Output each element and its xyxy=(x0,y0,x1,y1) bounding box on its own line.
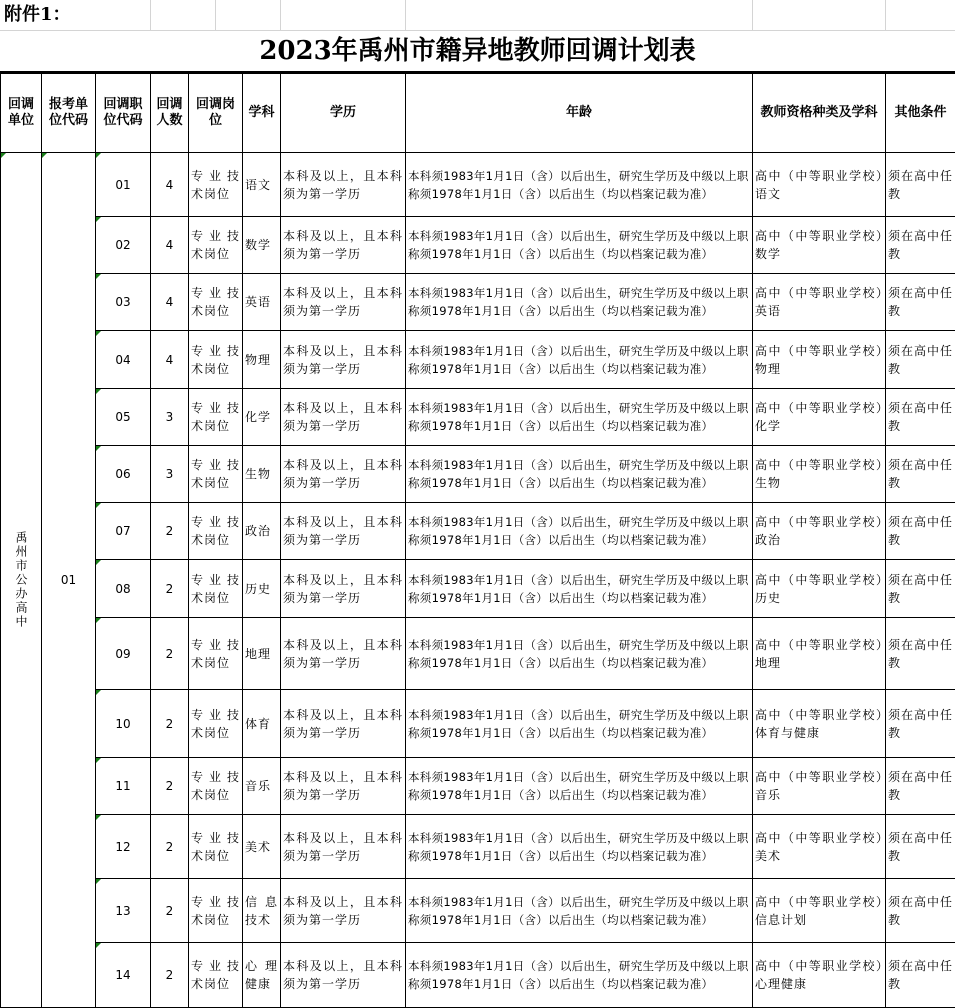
other-cell: 须在高中任教 xyxy=(886,446,955,503)
header-other: 其他条件 xyxy=(886,74,955,153)
post-cell: 专业技术岗位 xyxy=(189,217,243,274)
header-subject: 学科 xyxy=(243,74,281,153)
post-cell: 专业技术岗位 xyxy=(189,446,243,503)
qualification-cell: 高中（中等职业学校）语文 xyxy=(753,153,886,217)
education-cell: 本科及以上，且本科须为第一学历 xyxy=(281,560,406,618)
post-cell: 专业技术岗位 xyxy=(189,815,243,879)
cell-marker-icon xyxy=(96,217,101,222)
table-row xyxy=(1,153,955,217)
age-cell: 本科须1983年1月1日（含）以后出生，研究生学历及中级以上职称须1978年1月1日（含）以后出生（均以档案记载为准） xyxy=(406,879,753,943)
subject-cell: 信息技术 xyxy=(243,879,281,943)
table-row xyxy=(1,618,955,690)
cell-marker-icon xyxy=(96,879,101,884)
position-code-cell: 12 xyxy=(96,815,151,879)
table-row xyxy=(1,690,955,758)
qualification-cell: 高中（中等职业学校）信息计划 xyxy=(753,879,886,943)
education-cell: 本科及以上，且本科须为第一学历 xyxy=(281,331,406,389)
post-cell: 专业技术岗位 xyxy=(189,690,243,758)
header-post: 回调岗位 xyxy=(189,74,243,153)
unit-code-cell: 01 xyxy=(42,153,96,1008)
subject-cell: 美术 xyxy=(243,815,281,879)
header-unit: 回调单位 xyxy=(1,74,42,153)
post-cell: 专业技术岗位 xyxy=(189,758,243,815)
header-row xyxy=(1,74,955,153)
qualification-cell: 高中（中等职业学校）政治 xyxy=(753,503,886,560)
age-cell: 本科须1983年1月1日（含）以后出生，研究生学历及中级以上职称须1978年1月1日（含）以后出生（均以档案记载为准） xyxy=(406,331,753,389)
unit-name-cell: 禹州市公办高中 xyxy=(1,153,42,1008)
cell-marker-icon xyxy=(96,815,101,820)
position-code-cell: 08 xyxy=(96,560,151,618)
post-cell: 专业技术岗位 xyxy=(189,618,243,690)
qualification-cell: 高中（中等职业学校）生物 xyxy=(753,446,886,503)
table-row xyxy=(1,560,955,618)
other-cell: 须在高中任教 xyxy=(886,560,955,618)
cell-marker-icon xyxy=(96,331,101,336)
post-cell: 专业技术岗位 xyxy=(189,389,243,446)
education-cell: 本科及以上，且本科须为第一学历 xyxy=(281,690,406,758)
header-qualification: 教师资格种类及学科 xyxy=(753,74,886,153)
position-code-cell: 03 xyxy=(96,274,151,331)
education-cell: 本科及以上，且本科须为第一学历 xyxy=(281,153,406,217)
table-row xyxy=(1,943,955,1008)
age-cell: 本科须1983年1月1日（含）以后出生，研究生学历及中级以上职称须1978年1月1日（含）以后出生（均以档案记载为准） xyxy=(406,560,753,618)
count-cell: 2 xyxy=(151,879,189,943)
count-cell: 2 xyxy=(151,503,189,560)
subject-cell: 英语 xyxy=(243,274,281,331)
qualification-cell: 高中（中等职业学校）物理 xyxy=(753,331,886,389)
other-cell: 须在高中任教 xyxy=(886,389,955,446)
subject-cell: 政治 xyxy=(243,503,281,560)
other-cell: 须在高中任教 xyxy=(886,274,955,331)
table-row xyxy=(1,274,955,331)
position-code-cell: 13 xyxy=(96,879,151,943)
qualification-cell: 高中（中等职业学校）音乐 xyxy=(753,758,886,815)
education-cell: 本科及以上，且本科须为第一学历 xyxy=(281,758,406,815)
education-cell: 本科及以上，且本科须为第一学历 xyxy=(281,618,406,690)
position-code-cell: 04 xyxy=(96,331,151,389)
cell-marker-icon xyxy=(96,274,101,279)
education-cell: 本科及以上，且本科须为第一学历 xyxy=(281,943,406,1008)
subject-cell: 化学 xyxy=(243,389,281,446)
cell-marker-icon xyxy=(96,560,101,565)
position-code-cell: 06 xyxy=(96,446,151,503)
subject-cell: 生物 xyxy=(243,446,281,503)
subject-cell: 心理健康 xyxy=(243,943,281,1008)
cell-marker-icon xyxy=(42,153,47,158)
plan-table xyxy=(0,73,955,1008)
position-code-cell: 11 xyxy=(96,758,151,815)
position-code-cell: 10 xyxy=(96,690,151,758)
table-row xyxy=(1,758,955,815)
other-cell: 须在高中任教 xyxy=(886,153,955,217)
position-code-cell: 14 xyxy=(96,943,151,1008)
header-education: 学历 xyxy=(281,74,406,153)
other-cell: 须在高中任教 xyxy=(886,217,955,274)
subject-cell: 音乐 xyxy=(243,758,281,815)
age-cell: 本科须1983年1月1日（含）以后出生，研究生学历及中级以上职称须1978年1月1日（含）以后出生（均以档案记载为准） xyxy=(406,618,753,690)
table-row xyxy=(1,879,955,943)
table-row xyxy=(1,331,955,389)
other-cell: 须在高中任教 xyxy=(886,331,955,389)
top-grid-row xyxy=(0,0,955,31)
qualification-cell: 高中（中等职业学校）英语 xyxy=(753,274,886,331)
post-cell: 专业技术岗位 xyxy=(189,274,243,331)
table-row xyxy=(1,446,955,503)
count-cell: 4 xyxy=(151,274,189,331)
age-cell: 本科须1983年1月1日（含）以后出生，研究生学历及中级以上职称须1978年1月1日（含）以后出生（均以档案记载为准） xyxy=(406,217,753,274)
qualification-cell: 高中（中等职业学校）心理健康 xyxy=(753,943,886,1008)
other-cell: 须在高中任教 xyxy=(886,503,955,560)
age-cell: 本科须1983年1月1日（含）以后出生，研究生学历及中级以上职称须1978年1月1日（含）以后出生（均以档案记载为准） xyxy=(406,389,753,446)
cell-marker-icon xyxy=(96,690,101,695)
table-row xyxy=(1,389,955,446)
age-cell: 本科须1983年1月1日（含）以后出生，研究生学历及中级以上职称须1978年1月1日（含）以后出生（均以档案记载为准） xyxy=(406,758,753,815)
count-cell: 2 xyxy=(151,560,189,618)
qualification-cell: 高中（中等职业学校）体育与健康 xyxy=(753,690,886,758)
other-cell: 须在高中任教 xyxy=(886,690,955,758)
count-cell: 3 xyxy=(151,389,189,446)
qualification-cell: 高中（中等职业学校）化学 xyxy=(753,389,886,446)
cell-marker-icon xyxy=(96,153,101,158)
header-position-code: 回调职位代码 xyxy=(96,74,151,153)
qualification-cell: 高中（中等职业学校）数学 xyxy=(753,217,886,274)
table-row xyxy=(1,815,955,879)
subject-cell: 地理 xyxy=(243,618,281,690)
subject-cell: 历史 xyxy=(243,560,281,618)
education-cell: 本科及以上，且本科须为第一学历 xyxy=(281,446,406,503)
position-code-cell: 09 xyxy=(96,618,151,690)
qualification-cell: 高中（中等职业学校）地理 xyxy=(753,618,886,690)
education-cell: 本科及以上，且本科须为第一学历 xyxy=(281,389,406,446)
page-title: 2023年禹州市籍异地教师回调计划表 xyxy=(0,31,955,73)
age-cell: 本科须1983年1月1日（含）以后出生，研究生学历及中级以上职称须1978年1月1日（含）以后出生（均以档案记载为准） xyxy=(406,446,753,503)
count-cell: 4 xyxy=(151,331,189,389)
table-row xyxy=(1,217,955,274)
post-cell: 专业技术岗位 xyxy=(189,943,243,1008)
cell-marker-icon xyxy=(96,758,101,763)
other-cell: 须在高中任教 xyxy=(886,943,955,1008)
subject-cell: 物理 xyxy=(243,331,281,389)
position-code-cell: 07 xyxy=(96,503,151,560)
other-cell: 须在高中任教 xyxy=(886,758,955,815)
cell-marker-icon xyxy=(96,618,101,623)
other-cell: 须在高中任教 xyxy=(886,879,955,943)
annex-label: 附件1： xyxy=(4,2,71,28)
position-code-cell: 05 xyxy=(96,389,151,446)
post-cell: 专业技术岗位 xyxy=(189,331,243,389)
education-cell: 本科及以上，且本科须为第一学历 xyxy=(281,274,406,331)
cell-marker-icon xyxy=(96,503,101,508)
cell-marker-icon xyxy=(96,446,101,451)
cell-marker-icon xyxy=(96,389,101,394)
age-cell: 本科须1983年1月1日（含）以后出生，研究生学历及中级以上职称须1978年1月1日（含）以后出生（均以档案记载为准） xyxy=(406,274,753,331)
other-cell: 须在高中任教 xyxy=(886,618,955,690)
education-cell: 本科及以上，且本科须为第一学历 xyxy=(281,879,406,943)
education-cell: 本科及以上，且本科须为第一学历 xyxy=(281,815,406,879)
count-cell: 4 xyxy=(151,153,189,217)
subject-cell: 体育 xyxy=(243,690,281,758)
count-cell: 2 xyxy=(151,690,189,758)
header-count: 回调人数 xyxy=(151,74,189,153)
count-cell: 4 xyxy=(151,217,189,274)
count-cell: 2 xyxy=(151,758,189,815)
header-age: 年龄 xyxy=(406,74,753,153)
subject-cell: 语文 xyxy=(243,153,281,217)
post-cell: 专业技术岗位 xyxy=(189,879,243,943)
count-cell: 2 xyxy=(151,943,189,1008)
age-cell: 本科须1983年1月1日（含）以后出生，研究生学历及中级以上职称须1978年1月1日（含）以后出生（均以档案记载为准） xyxy=(406,503,753,560)
qualification-cell: 高中（中等职业学校）历史 xyxy=(753,560,886,618)
table-row xyxy=(1,503,955,560)
position-code-cell: 02 xyxy=(96,217,151,274)
age-cell: 本科须1983年1月1日（含）以后出生，研究生学历及中级以上职称须1978年1月1日（含）以后出生（均以档案记载为准） xyxy=(406,153,753,217)
other-cell: 须在高中任教 xyxy=(886,815,955,879)
header-unit-code: 报考单位代码 xyxy=(42,74,96,153)
age-cell: 本科须1983年1月1日（含）以后出生，研究生学历及中级以上职称须1978年1月1日（含）以后出生（均以档案记载为准） xyxy=(406,943,753,1008)
count-cell: 2 xyxy=(151,815,189,879)
qualification-cell: 高中（中等职业学校）美术 xyxy=(753,815,886,879)
education-cell: 本科及以上，且本科须为第一学历 xyxy=(281,503,406,560)
position-code-cell: 01 xyxy=(96,153,151,217)
post-cell: 专业技术岗位 xyxy=(189,503,243,560)
education-cell: 本科及以上，且本科须为第一学历 xyxy=(281,217,406,274)
age-cell: 本科须1983年1月1日（含）以后出生，研究生学历及中级以上职称须1978年1月1日（含）以后出生（均以档案记载为准） xyxy=(406,815,753,879)
subject-cell: 数学 xyxy=(243,217,281,274)
count-cell: 2 xyxy=(151,618,189,690)
count-cell: 3 xyxy=(151,446,189,503)
post-cell: 专业技术岗位 xyxy=(189,560,243,618)
age-cell: 本科须1983年1月1日（含）以后出生，研究生学历及中级以上职称须1978年1月1日（含）以后出生（均以档案记载为准） xyxy=(406,690,753,758)
cell-marker-icon xyxy=(96,943,101,948)
cell-marker-icon xyxy=(1,153,6,158)
post-cell: 专业技术岗位 xyxy=(189,153,243,217)
